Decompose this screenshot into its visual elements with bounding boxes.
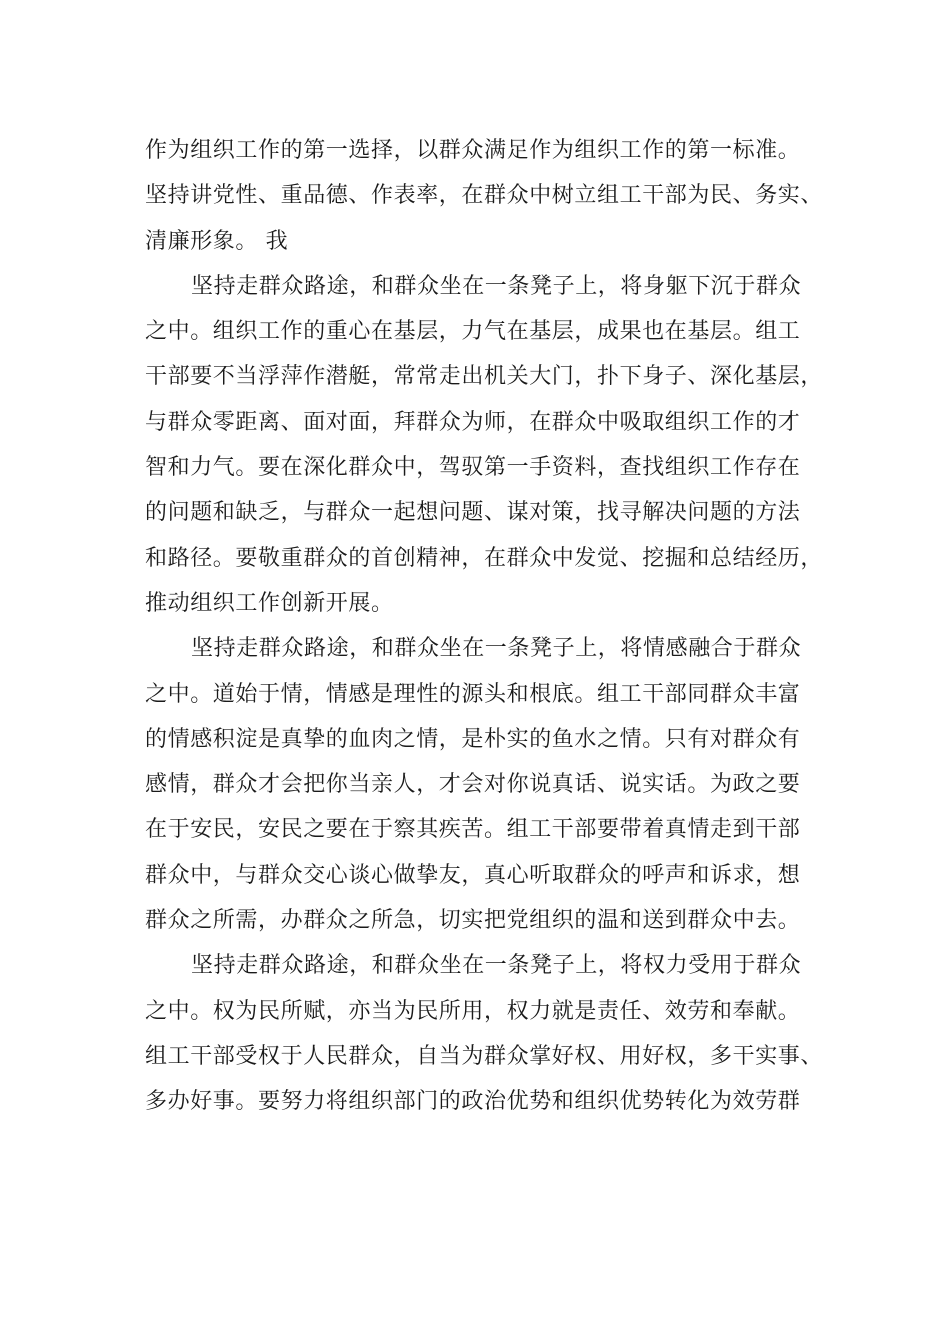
paragraph-line: 之中。道始于情，情感是理性的源头和根底。组工干部同群众丰富 [145, 681, 801, 707]
paragraph-line: 作为组织工作的第一选择，以群众满足作为组织工作的第一标准。 [145, 138, 801, 163]
paragraph-line: 感情，群众才会把你当亲人，才会对你说真话、说实话。为政之要 [145, 772, 801, 798]
paragraph-line: 坚持走群众路途，和群众坐在一条凳子上，将权力受用于群众 [191, 953, 802, 979]
paragraph-line: 清廉形象。 我 [145, 228, 289, 254]
paragraph-line: 推动组织工作创新开展。 [145, 590, 394, 616]
paragraph-line: 和路径。要敬重群众的首创精神，在群众中发觉、挖掘和总结经历， [145, 545, 824, 571]
paragraph-1 [145, 128, 825, 264]
paragraph-4 [145, 943, 825, 1124]
paragraph-line: 的情感积淀是真挚的血肉之情，是朴实的鱼水之情。只有对群众有 [145, 726, 801, 752]
paragraph-line: 之中。组织工作的重心在基层，力气在基层，成果也在基层。组工 [145, 319, 801, 345]
paragraph-line: 多办好事。要努力将组织部门的政治优势和组织优势转化为效劳群 [145, 1089, 801, 1115]
paragraph-line: 坚持走群众路途，和群众坐在一条凳子上，将情感融合于群众 [191, 636, 802, 662]
paragraph-line: 群众中，与群众交心谈心做挚友，真心听取群众的呼声和诉求，想 [145, 862, 801, 888]
paragraph-3 [145, 626, 825, 943]
document-body [145, 128, 825, 1125]
paragraph-line: 组工干部受权于人民群众，自当为群众掌好权、用好权，多干实事、 [145, 1043, 824, 1069]
paragraph-line: 之中。权为民所赋，亦当为民所用，权力就是责任、效劳和奉献。 [145, 998, 801, 1024]
paragraph-line: 坚持走群众路途，和群众坐在一条凳子上，将身躯下沉于群众 [191, 273, 802, 299]
paragraph-line: 的问题和缺乏，与群众一起想问题、谋对策，找寻解决问题的方法 [145, 500, 801, 526]
paragraph-line: 在于安民，安民之要在于察其疾苦。组工干部要带着真情走到干部 [145, 817, 801, 843]
paragraph-2 [145, 264, 825, 626]
paragraph-line: 干部要不当浮萍作潜艇，常常走出机关大门，扑下身子、深化基层， [145, 364, 824, 390]
paragraph-line: 与群众零距离、面对面，拜群众为师，在群众中吸取组织工作的才 [145, 409, 801, 435]
paragraph-line: 坚持讲党性、重品德、作表率，在群众中树立组工干部为民、务实、 [145, 183, 824, 209]
paragraph-line: 智和力气。要在深化群众中，驾驭第一手资料，查找组织工作存在 [145, 455, 801, 481]
paragraph-line: 群众之所需，办群众之所急，切实把党组织的温和送到群众中去。 [145, 908, 801, 934]
